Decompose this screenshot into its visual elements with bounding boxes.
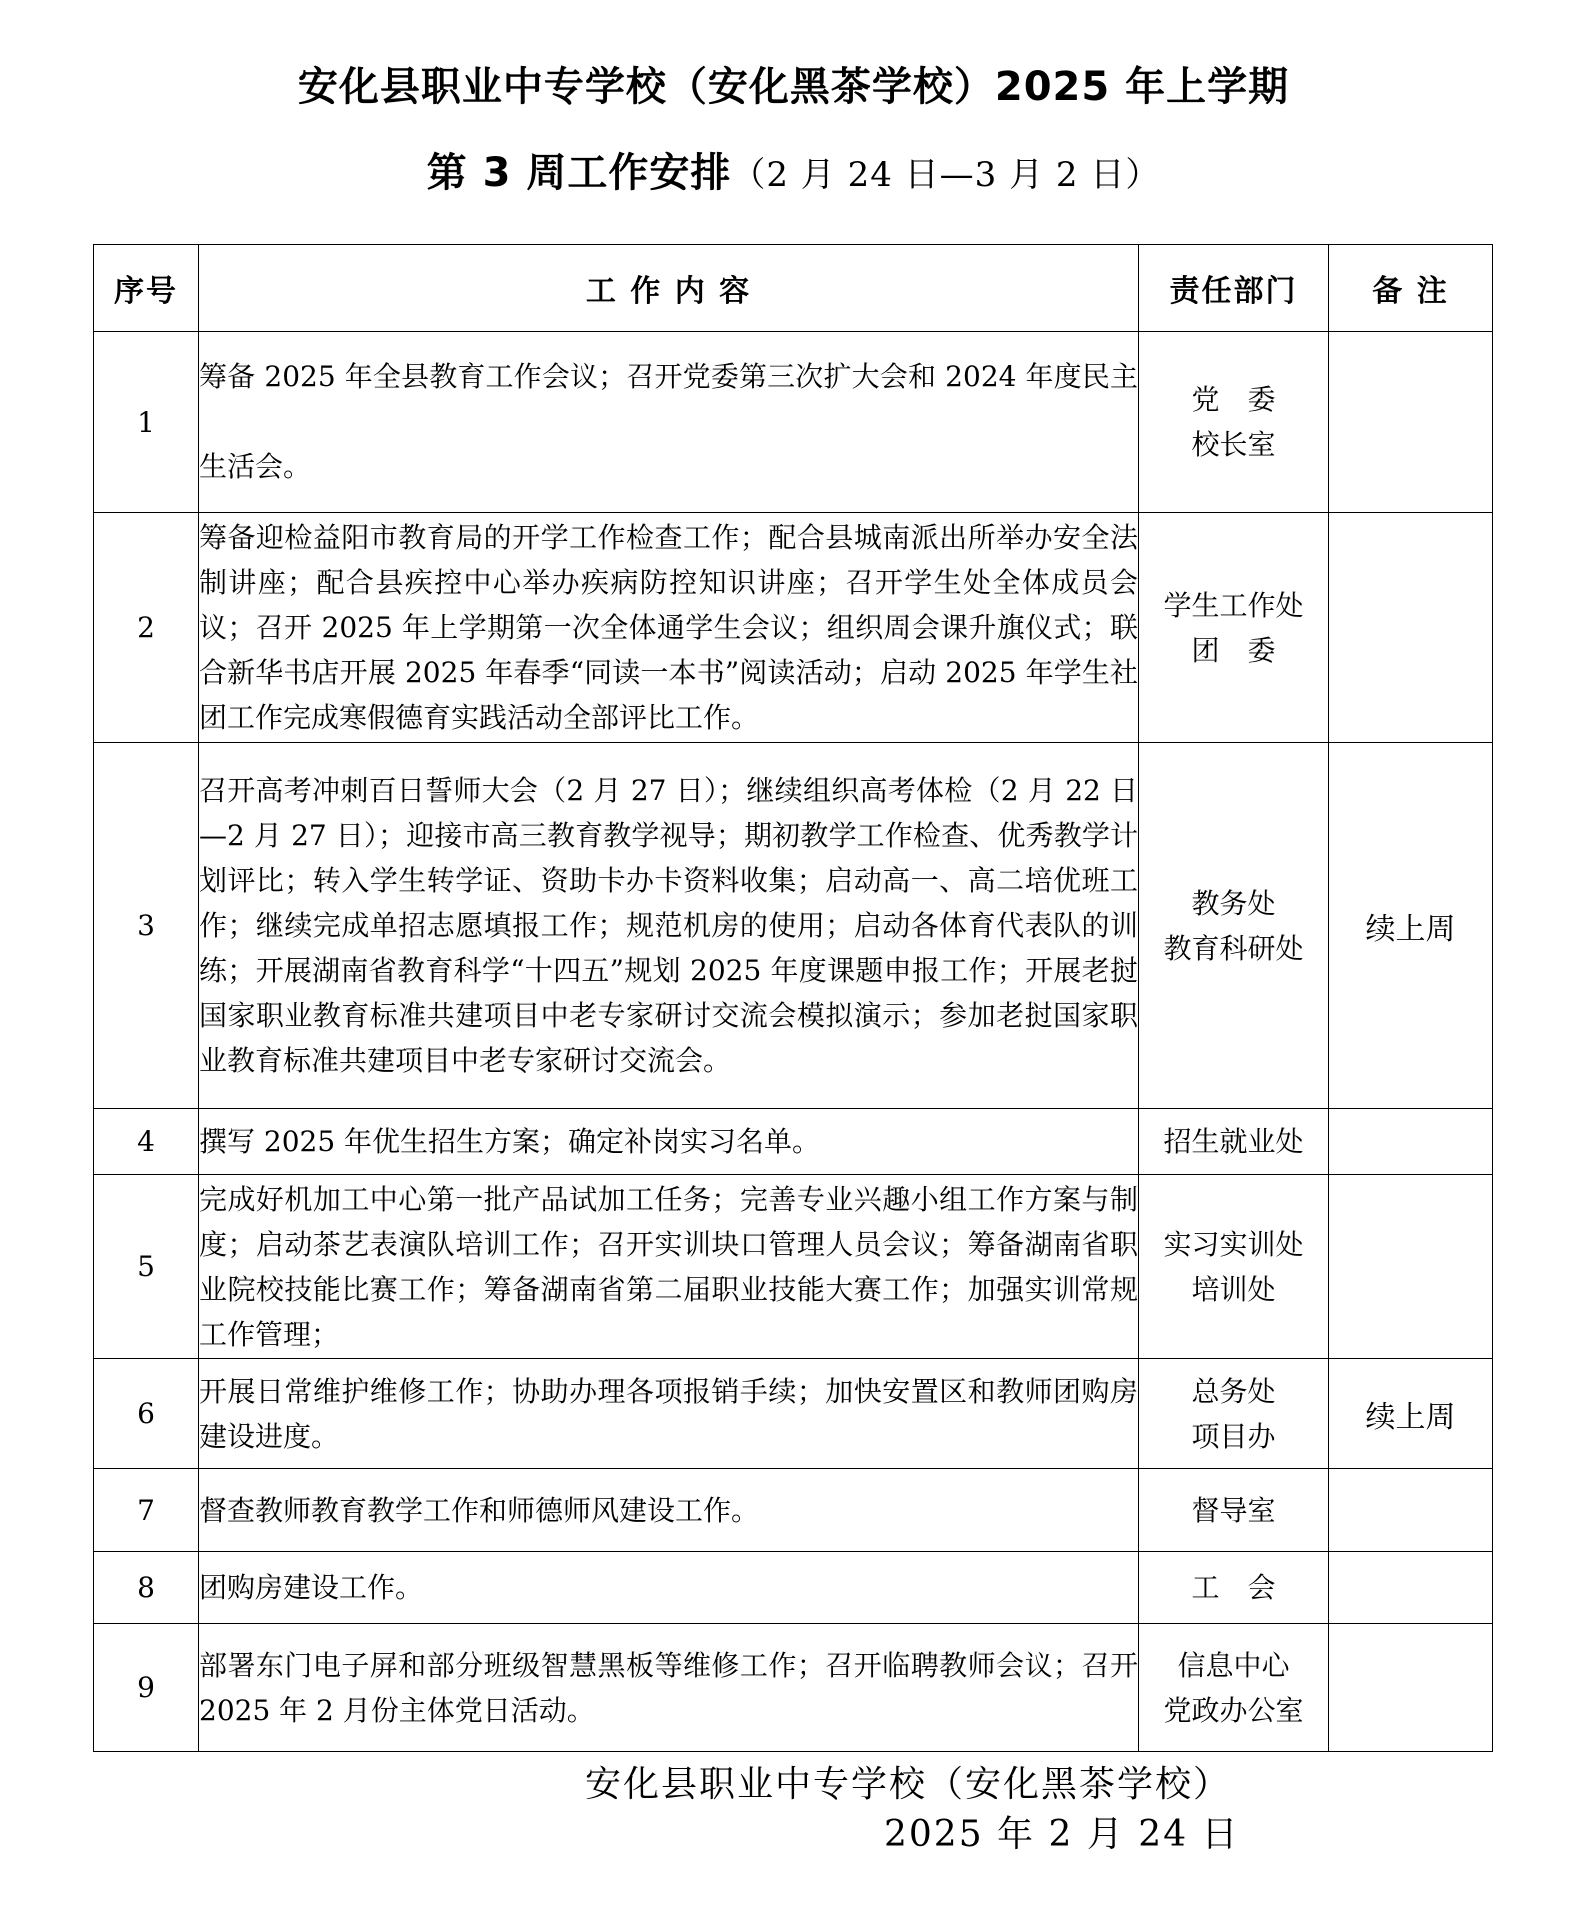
row-seq: 8 (94, 1552, 199, 1624)
dept-line: 党政办公室 (1163, 1693, 1304, 1727)
table-row (94, 1109, 1493, 1175)
dept-line: 教育科研处 (1163, 931, 1304, 965)
row-content: 召开高考冲刺百日誓师大会（2 月 27 日）；继续组织高考体检（2 月 22 日—2 月 27 日）；迎接市高三教育教学视导；期初教学工作检查、优秀教学计划评比；转入学生转学证、资助卡办卡资料收集；启动高一、高二培优班工作；继续完成单招志愿填报工作；规范机房的使用；启动各体育代表队的训练；开展湖南省教育科学“十四五”规划 2025 年度课题申报工作；开展老挝国家职业教育标准共建项目中老专家研讨交流会模拟演示；参加老挝国家职业教育标准共建项目中老专家研讨交流会。 (199, 743, 1139, 1109)
table-row (94, 332, 1493, 513)
row-seq: 5 (94, 1175, 199, 1359)
dept-line: 项目办 (1191, 1419, 1276, 1453)
header-dept: 责任部门 (1139, 245, 1329, 332)
table-row (94, 1175, 1493, 1359)
row-note (1329, 513, 1493, 743)
row-content: 撰写 2025 年优生招生方案；确定补岗实习名单。 (199, 1109, 1139, 1175)
row-content: 督查教师教育教学工作和师德师风建设工作。 (199, 1469, 1139, 1552)
dept-line: 工 会 (1191, 1571, 1276, 1604)
row-dept (1139, 513, 1329, 743)
title-week-label: 第 3 周工作安排 (426, 150, 732, 196)
row-seq: 6 (94, 1359, 199, 1469)
row-dept (1139, 1359, 1329, 1469)
row-dept (1139, 1109, 1329, 1175)
dept-line: 实习实训处 (1163, 1227, 1304, 1261)
dept-line: 党 委 (1191, 383, 1276, 416)
row-note (1329, 1624, 1493, 1752)
row-content: 团购房建设工作。 (199, 1552, 1139, 1624)
dept-line: 招生就业处 (1163, 1125, 1304, 1158)
row-note (1329, 1109, 1493, 1175)
document-title-line1: 安化县职业中专学校（安化黑茶学校）2025 年上学期 (297, 64, 1290, 110)
row-content: 筹备 2025 年全县教育工作会议；召开党委第三次扩大会和 2024 年度民主生活会。 (199, 332, 1139, 513)
table-row (94, 1624, 1493, 1752)
row-seq: 1 (94, 332, 199, 513)
dept-line: 学生工作处 (1163, 588, 1304, 622)
dept-line: 信息中心 (1177, 1648, 1290, 1682)
dept-line: 团 委 (1191, 633, 1276, 667)
row-dept (1139, 1175, 1329, 1359)
row-note (1329, 1175, 1493, 1359)
dept-line: 教务处 (1191, 886, 1276, 920)
header-content: 工 作 内 容 (199, 245, 1139, 332)
footer-organization: 安化县职业中专学校（安化黑茶学校） (585, 1764, 1232, 1805)
row-content: 完成好机加工中心第一批产品试加工任务；完善专业兴趣小组工作方案与制度；启动茶艺表演队培训工作；召开实训块口管理人员会议；筹备湖南省职业院校技能比赛工作；筹备湖南省第二届职业技能大赛工作；加强实训常规工作管理； (199, 1175, 1139, 1359)
row-dept (1139, 1552, 1329, 1624)
footer-date: 2025 年 2 月 24 日 (884, 1814, 1240, 1855)
table-row (94, 513, 1493, 743)
header-seq: 序号 (94, 245, 199, 332)
row-dept (1139, 1624, 1329, 1752)
row-content: 开展日常维护维修工作；协助办理各项报销手续；加快安置区和教师团购房建设进度。 (199, 1359, 1139, 1469)
row-note: 续上周 (1329, 1359, 1493, 1469)
row-dept (1139, 332, 1329, 513)
row-note (1329, 332, 1493, 513)
table-row (94, 1552, 1493, 1624)
dept-line: 校长室 (1191, 428, 1276, 461)
table-header-row (94, 245, 1493, 332)
row-content: 部署东门电子屏和部分班级智慧黑板等维修工作；召开临聘教师会议；召开 2025 年 2 月份主体党日活动。 (199, 1624, 1139, 1752)
document-title-line2 (0, 148, 1587, 200)
dept-line: 培训处 (1191, 1272, 1276, 1306)
row-seq: 4 (94, 1109, 199, 1175)
header-note: 备 注 (1329, 245, 1493, 332)
row-seq: 2 (94, 513, 199, 743)
table-row (94, 743, 1493, 1109)
table-row (94, 1469, 1493, 1552)
work-schedule-table (93, 244, 1493, 1752)
row-seq: 7 (94, 1469, 199, 1552)
row-dept (1139, 1469, 1329, 1552)
title-date-range: （2 月 24 日—3 月 2 日） (731, 155, 1161, 195)
dept-line: 督导室 (1191, 1493, 1276, 1527)
row-note (1329, 1552, 1493, 1624)
dept-line: 总务处 (1191, 1374, 1276, 1408)
row-note (1329, 1469, 1493, 1552)
row-seq: 3 (94, 743, 199, 1109)
row-content: 筹备迎检益阳市教育局的开学工作检查工作；配合县城南派出所举办安全法制讲座；配合县疾控中心举办疾病防控知识讲座；召开学生处全体成员会议；召开 2025 年上学期第一次全体通学生会议；组织周会课升旗仪式；联合新华书店开展 2025 年春季“同读一本书”阅读活动；启动 2025 年学生社团工作完成寒假德育实践活动全部评比工作。 (199, 513, 1139, 743)
row-note: 续上周 (1329, 743, 1493, 1109)
row-dept (1139, 743, 1329, 1109)
row-seq: 9 (94, 1624, 199, 1752)
table-row (94, 1359, 1493, 1469)
